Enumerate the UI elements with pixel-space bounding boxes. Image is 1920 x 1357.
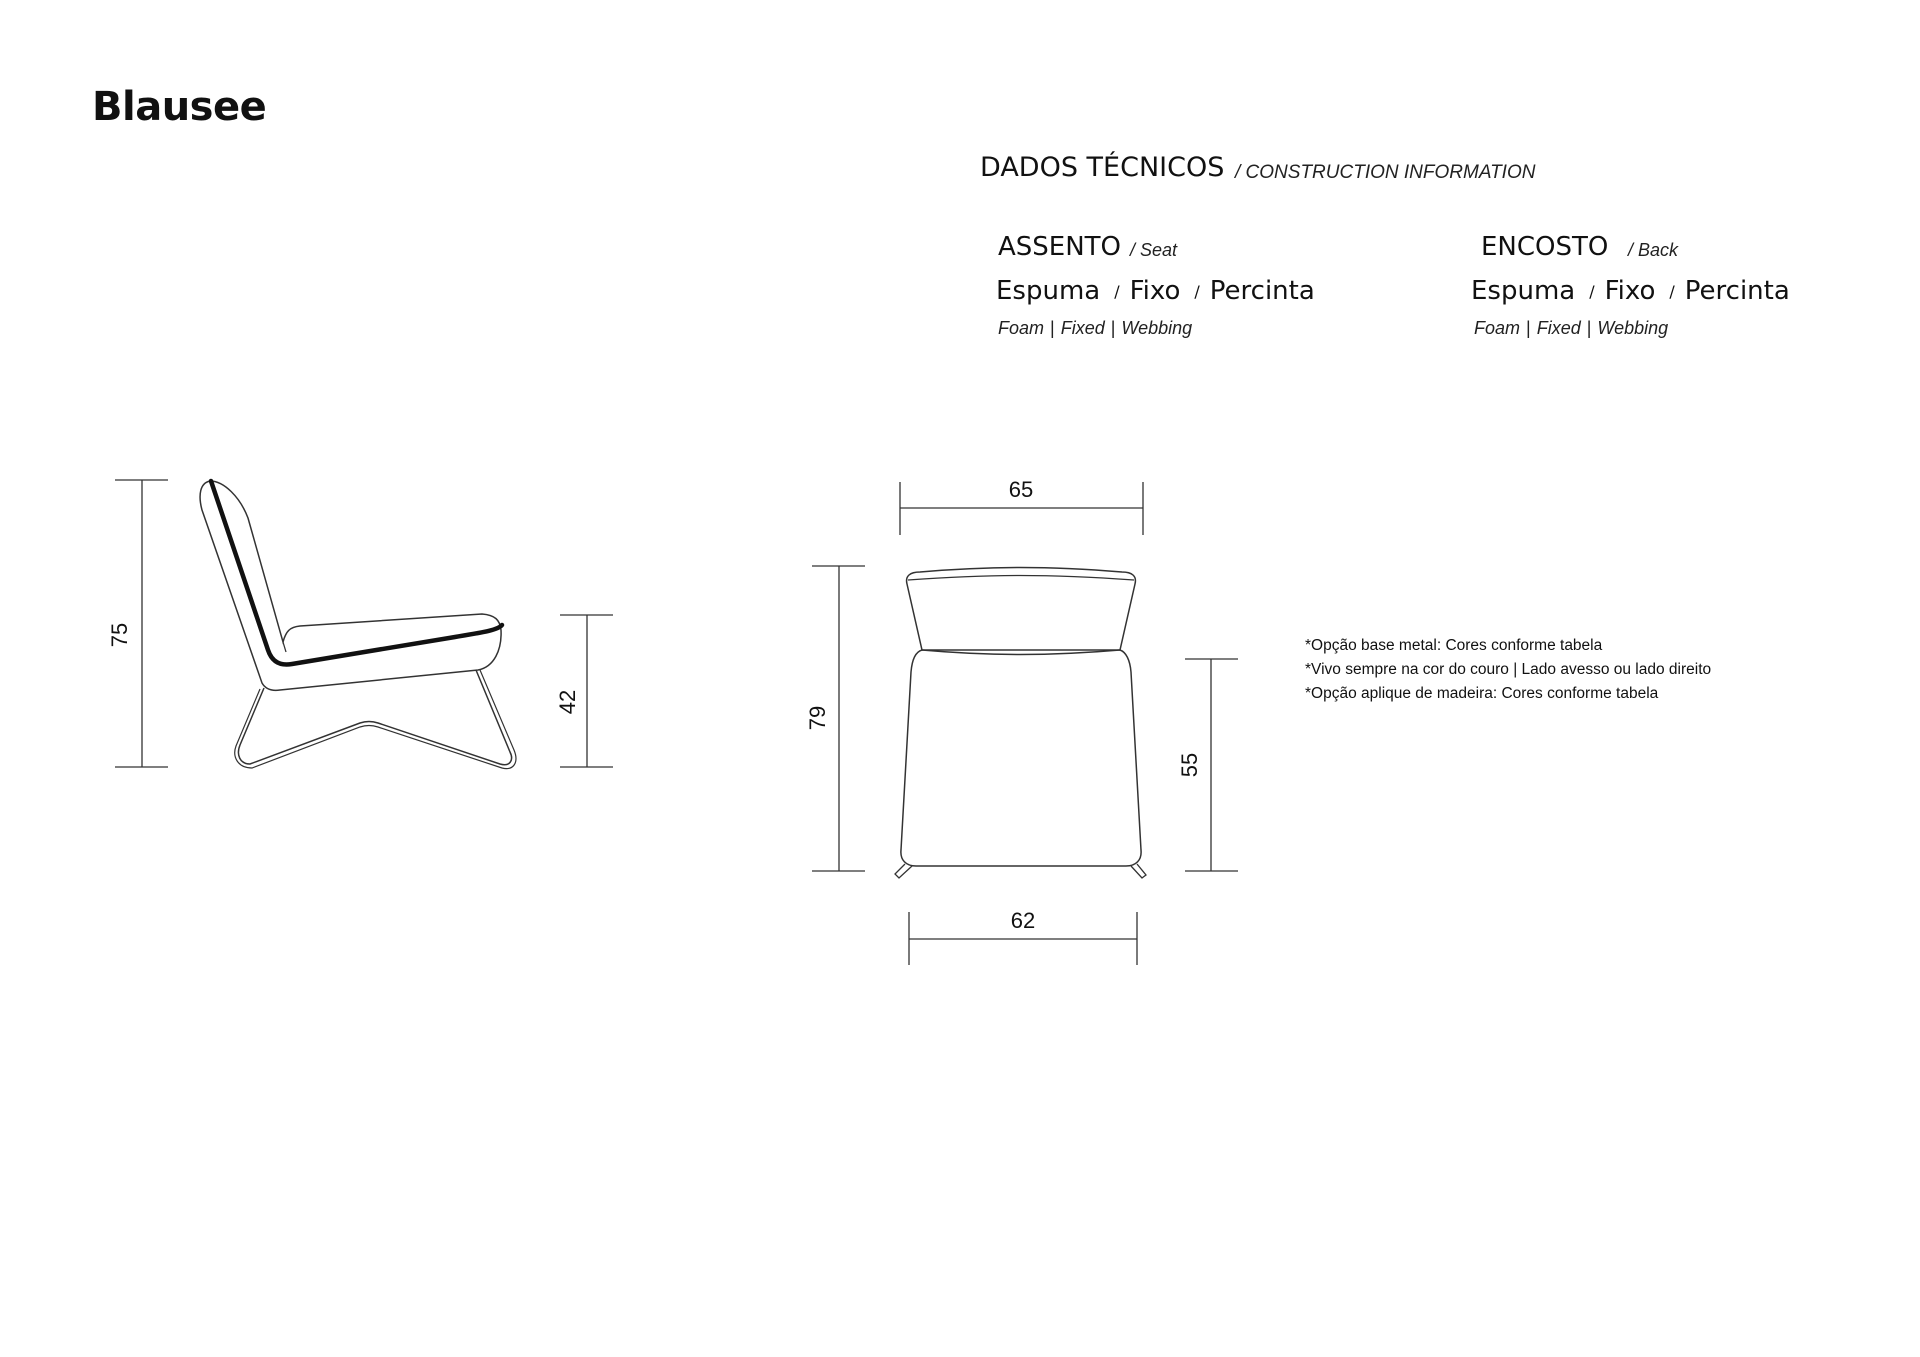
- seat-subtitle: / Seat: [1130, 240, 1178, 260]
- back-translation-foam: Foam: [1474, 318, 1521, 338]
- brand-title: Blausee: [92, 84, 267, 130]
- front-bottom-width-label: 62: [1010, 908, 1036, 933]
- front-height-label: 79: [805, 705, 830, 731]
- back-subtitle: / Back: [1628, 240, 1679, 260]
- seat-material-webbing: Percinta: [1209, 276, 1315, 306]
- technical-subtitle: / CONSTRUCTION INFORMATION: [1235, 162, 1536, 183]
- side-view-chair: [200, 481, 516, 769]
- back-translation-fixed: Fixed: [1536, 318, 1581, 338]
- seat-translation-foam: Foam: [998, 318, 1045, 338]
- seat-material-fixed: Fixo: [1129, 276, 1181, 306]
- seat-translation-webbing: Webbing: [1121, 318, 1193, 338]
- front-view-chair: [895, 568, 1146, 879]
- note-piping: *Vivo sempre na cor do couro | Lado avesso ou lado direito: [1305, 661, 1712, 678]
- seat-materials: Espuma / Fixo / Percinta: [996, 276, 1315, 306]
- back-material-webbing: Percinta: [1684, 276, 1790, 306]
- seat-translations: Foam | Fixed | Webbing: [998, 318, 1193, 338]
- seat-translation-fixed: Fixed: [1060, 318, 1105, 338]
- back-translation-webbing: Webbing: [1597, 318, 1669, 338]
- back-materials: Espuma / Fixo / Percinta: [1471, 276, 1790, 306]
- note-wood: *Opção aplique de madeira: Cores conforme tabela: [1305, 685, 1659, 702]
- back-material-foam: Espuma: [1471, 276, 1576, 306]
- side-height-label: 75: [107, 622, 132, 648]
- seat-title: ASSENTO: [998, 232, 1122, 262]
- back-translations: Foam | Fixed | Webbing: [1474, 318, 1669, 338]
- back-title: ENCOSTO: [1481, 232, 1609, 262]
- note-metal-base: *Opção base metal: Cores conforme tabela: [1305, 637, 1603, 654]
- side-seat-height-label: 42: [555, 689, 580, 715]
- front-top-width-label: 65: [1008, 477, 1034, 502]
- back-material-fixed: Fixo: [1604, 276, 1656, 306]
- seat-material-foam: Espuma: [996, 276, 1101, 306]
- technical-title: DADOS TÉCNICOS: [980, 152, 1225, 183]
- front-seat-height-label: 55: [1177, 752, 1202, 778]
